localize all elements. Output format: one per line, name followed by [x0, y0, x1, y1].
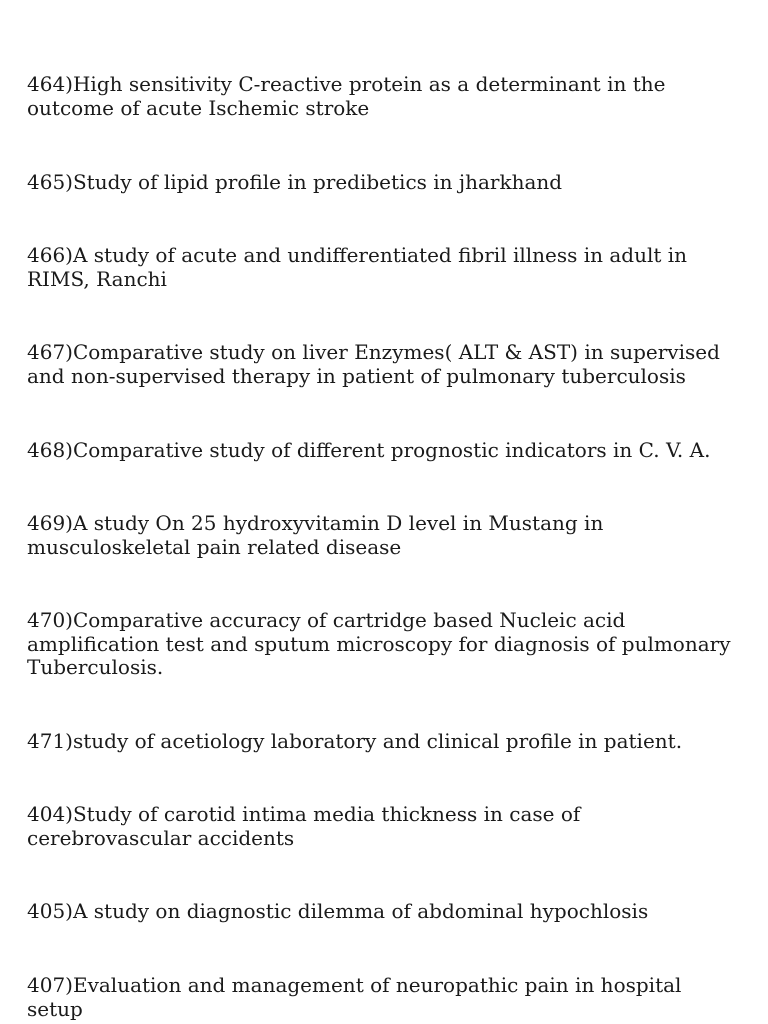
list-item: 405)A study on diagnostic dilemma of abdominal hypochlosis	[27, 899, 649, 923]
list-item: 470)Comparative accuracy of cartridge based Nucleic acid amplification test and sputum microscopy for diagnosis of pulmonary Tuberculosis.	[27, 608, 731, 679]
list-item: 407)Evaluation and management of neuropathic pain in hospital setup	[27, 973, 682, 1021]
list-item: 465)Study of lipid profile in predibetics in jharkhand	[27, 170, 563, 194]
list-item: 469)A study On 25 hydroxyvitamin D level in Mustang in musculoskeletal pain related disease	[27, 511, 604, 559]
list-item: 468)Comparative study of different prognostic indicators in C. V. A.	[27, 438, 711, 462]
list-item: 466)A study of acute and undifferentiated fibril illness in adult in RIMS, Ranchi	[27, 243, 688, 291]
list-item: 467)Comparative study on liver Enzymes( ALT & AST) in supervised and non-supervised therapy in patient of pulmonary tuberculosis	[27, 340, 720, 388]
list-item: 404)Study of carotid intima media thickness in case of cerebrovascular accidents	[27, 802, 581, 850]
list-item: 464)High sensitivity C-reactive protein as a determinant in the outcome of acute Ischemic stroke	[27, 72, 666, 120]
list-item: 471)study of acetiology laboratory and clinical profile in patient.	[27, 729, 683, 753]
